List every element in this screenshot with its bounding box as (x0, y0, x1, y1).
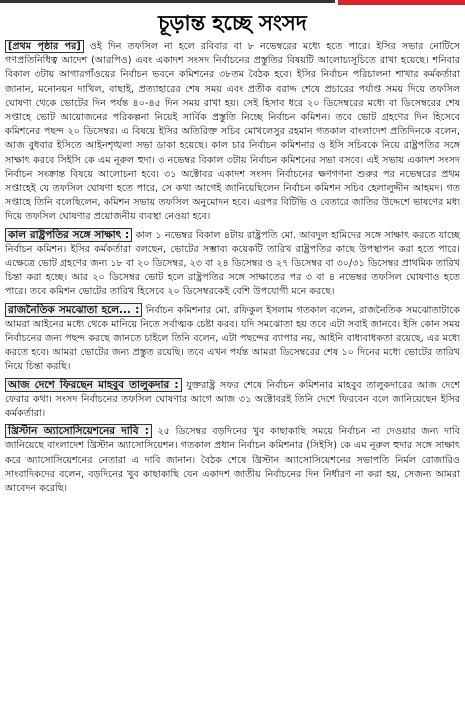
section-president-heading: কাল রাষ্ট্রপতির সঙ্গে সাক্ষাৎ : (5, 228, 132, 242)
section-president-text: কাল ১ নভেম্বর বিকাল ৪টায় রাষ্ট্রপতি মো. আবদুল হামিদের সঙ্গে সাক্ষাৎ করতে যাচ্ছে নির্বাচন কমিশন। ইসির কর্মকর্তারা বলছেন, ভোটের সম্ভাব্য কয়েকটি তারিখ রাষ্ট্রপতির কাছে উপস্থাপন করা হতে পারে। এক্ষেত্রে ভোট গ্রহণের জন্য ১৮ বা ২০ ডিসেম্বর, ২৩ বা ২৪ ডিসেম্বর ও ২৭ ডিসেম্বর বা ৩০/৩১ ডিসেম্বর প্রাথমিক তারিখ চিন্তা করা হচ্ছে। আর ২০ ডিসেম্বর ভোট হলে রাষ্ট্রপতির সঙ্গে সাক্ষাতের পর ৩ বা ৪ নভেম্বর তফসিল ঘোষণাও হতে পারে। তবে কমিশন ভোটের তারিখ হিসেবে ২০ ডিসেম্বরকেই বেশি উপযোগী মনে করছে। (5, 229, 460, 298)
section-mahbub-text: যুক্তরাষ্ট্র সফর শেষে নির্বাচন কমিশনার মাহবুব তালুকদারের আজ দেশে ফেরার কথা। সংসদ নির্বাচনের তফসিল ঘোষণার আগে আজ ৩১ অক্টোবরই তিনি দেশে ফিরবেন বলে জানিয়েছেন ইসির কর্মকর্তারা। (5, 379, 460, 420)
section-politics (5, 303, 460, 375)
lead-text: ওই দিন তফসিল না হলে রবিবার বা ৮ নভেম্বরের মধ্যে হতে পারে। ইসির সভার নোটিসে গণপ্রতিনিধিত্ব আদেশ (আরপিও) এবং একাদশ সংসদ নির্বাচনের প্রস্তুতির বিষয়টি আলোচ্যসূচিতে রাখা হয়েছে। শনিবার বিকাল ৩টায় আগারগাঁওয়ের নির্বাচন ভবনে কমিশনের ৩৮তম বৈঠক হবে। ইসির নির্বাচন পরিচালনা শাখার কর্মকর্তারা জানান, মনোনয়ন দাখিল, বাছাই, প্রত্যাহারের শেষ সময় এবং প্রতীক বরাদ্দ শেষে প্রচারের পর্যাপ্ত সময় দিয়ে তফসিল ঘোষণা থেকে ভোটের দিন পর্যন্ত ৪০-৪৫ দিন সময় রাখা হয়। সেই হিসাব ধরে ২০ ডিসেম্বরের মধ্যে বা ডিসেম্বরের শেষ সপ্তাহে ভোট আয়োজনের পরিকল্পনা নিয়েই সার্বিক প্রস্তুতি নিচ্ছে নির্বাচন কমিশন। তবে ভোট গ্রহণের দিন হিসেবে কমিশনের পছন্দ ২০ ডিসেম্বর। এ বিষয়ে ইসির অতিরিক্ত সচিব মোখলেসুর রহমান গতকাল বাংলাদেশ প্রতিদিনকে বলেন, আজ বুধবার ইসিতে আইনশৃঙ্খলা সভা ডাকা হয়েছে। কাল চার নির্বাচন কমিশনার ও ইসি সচিবকে নিয়ে রাষ্ট্রপতির সঙ্গে সাক্ষাৎ করবে সিইসি কে এম নূরুল হুদা। ৩ নভেম্বর বিকাল ৩টায় নির্বাচন কমিশনের সভা বসবে। এই সভায় একাদশ সংসদ নির্বাচন সংক্রান্ত বিষয়ে আলোচনা হবে। ৩১ অক্টোবর একাদশ সংসদ নির্বাচনের ক্ষণগণনা শুরুর পর নভেম্বরের প্রথম সপ্তাহেই যে তফসিল ঘোষণা হতে পারে, সে কথা আগেই জানিয়েছিলেন নির্বাচন কমিশন সচিব হেলালুদ্দীন আহমদ। গত সপ্তাহে তিনি বলেছিলেন, কমিশন সভায় তফসিল অনুমোদন হবে। এরপর বিটিভি ও বেতারে জাতির উদ্দেশে ভাষণের মধ্য দিয়ে তফসিল ঘোষণার প্রয়োজনীয় ব্যবস্থা নেওয়া হবে। (5, 41, 460, 223)
section-politics-heading: রাজনৈতিক সমঝোতা হলে... : (5, 303, 142, 317)
section-christian (5, 424, 460, 496)
section-christian-heading: খ্রিস্টান অ্যাসোসিয়েশনের দাবি : (5, 424, 152, 438)
section-christian-text: ২৫ ডিসেম্বর বড়দিনের খুব কাছাকাছি সময়ে নির্বাচন না দেওয়ার জন্য দাবি জানিয়েছে বাংলাদেশ খ্রিস্টান অ্যাসোসিয়েশন। গতকাল প্রধান নির্বাচন কমিশনার (সিইসি) কে এম নূরুল হুদার সঙ্গে সাক্ষাৎ করে অ্যাসোসিয়েশনের নেতারা এ দাবি জানান। বৈঠক শেষে খ্রিস্টান অ্যাসোসিয়েশনের সভাপতি নির্মল রোজারিও সাংবাদিকদের বলেন, বড়দিনের খুব কাছাকাছি যেন একাদশ জাতীয় নির্বাচনের দিন নির্ধারণ না করা হয়, সেজন্য আমরা আবেদন করেছি। (5, 426, 460, 495)
rule-dark-segment (0, 0, 335, 3)
masthead-rule (0, 0, 465, 6)
section-mahbub-heading: আজ দেশে ফিরছেন মাহবুব তালুকদার : (5, 378, 182, 392)
section-politics-text: নির্বাচন কমিশনার মো. রফিকুল ইসলাম গতকাল বলেন, রাজনৈতিক সমঝোতাটাকে আমরা আইনের মধ্যে থেকে মানিয়ে নিতে সর্বাত্মক চেষ্টা করব। যদি সমঝোতা হয় তবে এটা সবাই জানবে। ইসি কোন সময় নির্বাচনের জন্য পছন্দ করছে জানতে চাইলে তিনি বলেন, এটা পছন্দের ব্যাপার নয়, আইনি বাধ্যবাধকতা রয়েছে, এর মধ্যে করতে হবে। আমরা ভোটের জন্য প্রস্তুত রয়েছি। তবে এখন পর্যন্ত আমরা ডিসেম্বরের শেষ ১০ দিনের মধ্যে ভোটের তারিখ নিয়ে চিন্তা করছি। (5, 304, 460, 373)
article-body (5, 40, 460, 702)
section-mahbub (5, 378, 460, 422)
headline: চূড়ান্ত হচ্ছে সংসদ (158, 11, 307, 35)
continuation-tag: [প্রথম পৃষ্ঠার পর] (5, 40, 84, 53)
lead-paragraph (5, 40, 460, 225)
section-president (5, 228, 460, 300)
rule-red-segment (338, 0, 465, 5)
